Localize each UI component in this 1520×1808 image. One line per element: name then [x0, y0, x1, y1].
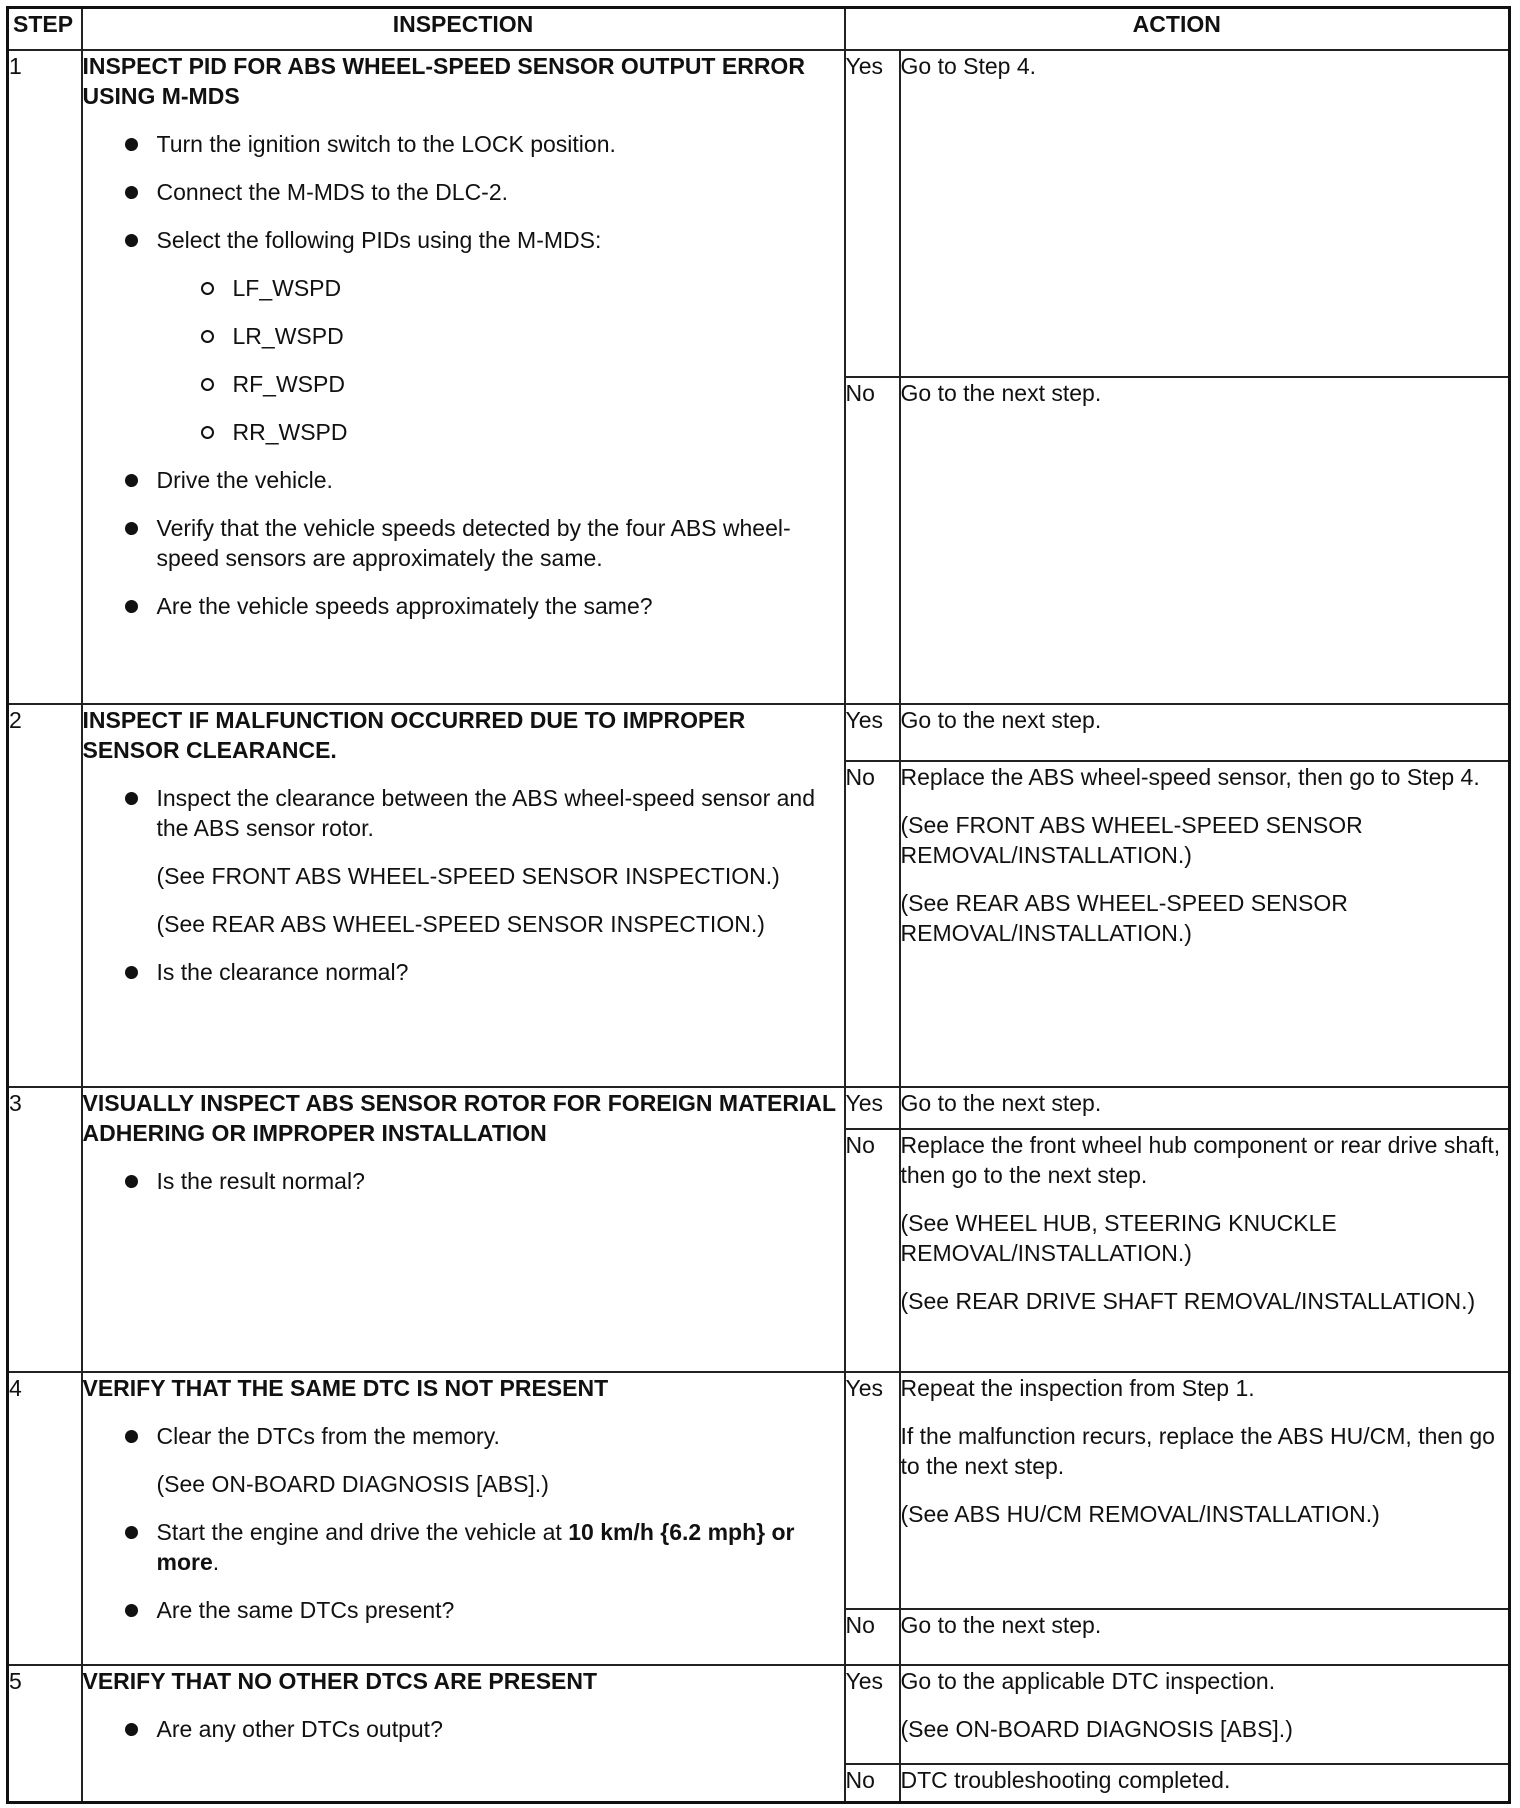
yes-action: Go to Step 4.	[900, 50, 1510, 377]
bullet-icon	[125, 186, 138, 199]
step-number: 4	[8, 1372, 82, 1665]
step-5-title: VERIFY THAT NO OTHER DTCS ARE PRESENT	[82, 1668, 598, 1694]
circle-bullet-icon	[201, 282, 214, 295]
bullet-icon	[125, 1526, 138, 1539]
pid-item: LF_WSPD	[83, 273, 844, 303]
bullet-item: Connect the M-MDS to the DLC-2.	[83, 177, 844, 207]
circle-bullet-icon	[201, 378, 214, 391]
bullet-item: Inspect the clearance between the ABS wheel-speed sensor and the ABS sensor rotor.	[83, 783, 844, 843]
reference-note: (See FRONT ABS WHEEL-SPEED SENSOR INSPECTION.)	[156, 863, 780, 889]
no-action: Go to the next step.	[900, 377, 1510, 704]
step-2-title: INSPECT IF MALFUNCTION OCCURRED DUE TO IMPROPER SENSOR CLEARANCE.	[82, 707, 746, 763]
step-5-yes-row	[8, 1665, 1510, 1764]
no-label: No	[845, 761, 900, 1087]
step-3-yes-row	[8, 1087, 1510, 1129]
step-number: 2	[8, 704, 82, 1087]
yes-action: Go to the applicable DTC inspection. (See ON-BOARD DIAGNOSIS [ABS].)	[900, 1665, 1510, 1764]
reference-note: (See WHEEL HUB, STEERING KNUCKLE REMOVAL/INSTALLATION.)	[900, 1210, 1337, 1266]
step-header: STEP	[8, 8, 82, 51]
diagnostic-table	[6, 6, 1511, 1804]
circle-bullet-icon	[201, 330, 214, 343]
pid-item: RF_WSPD	[83, 369, 844, 399]
pid-item: RR_WSPD	[83, 417, 844, 447]
step-1-inspection	[82, 50, 845, 704]
no-action: Go to the next step.	[900, 1609, 1510, 1665]
bullet-item: Are the vehicle speeds approximately the same?	[83, 591, 844, 621]
yes-label: Yes	[845, 1665, 900, 1764]
circle-bullet-icon	[201, 426, 214, 439]
bullet-icon	[125, 792, 138, 805]
yes-label: Yes	[845, 1087, 900, 1129]
yes-action: Repeat the inspection from Step 1. If the malfunction recurs, replace the ABS HU/CM, then go to the next step. (See ABS HU/CM REMOVAL/INSTALLATION.)	[900, 1372, 1510, 1609]
step-3-title: VISUALLY INSPECT ABS SENSOR ROTOR FOR FOREIGN MATERIAL ADHERING OR IMPROPER INSTALLATION	[82, 1090, 836, 1146]
reference-note: (See REAR ABS WHEEL-SPEED SENSOR REMOVAL/INSTALLATION.)	[900, 890, 1348, 946]
step-4-title: VERIFY THAT THE SAME DTC IS NOT PRESENT	[82, 1375, 609, 1401]
reference-note: (See ON-BOARD DIAGNOSIS [ABS].)	[900, 1716, 1293, 1742]
bullet-item: Are the same DTCs present?	[83, 1595, 844, 1625]
bullet-item: Clear the DTCs from the memory.	[83, 1421, 844, 1451]
reference-note: (See ABS HU/CM REMOVAL/INSTALLATION.)	[900, 1501, 1380, 1527]
yes-action: Go to the next step.	[900, 704, 1510, 761]
bullet-item: Is the clearance normal?	[83, 957, 844, 987]
step-1-yes-row	[8, 50, 1510, 377]
reference-note: (See ON-BOARD DIAGNOSIS [ABS].)	[156, 1471, 549, 1497]
bullet-icon	[125, 522, 138, 535]
bullet-icon	[125, 1175, 138, 1188]
bullet-icon	[125, 1430, 138, 1443]
step-4-inspection	[82, 1372, 845, 1665]
step-5-inspection	[82, 1665, 845, 1802]
step-2-yes-row	[8, 704, 1510, 761]
bullet-icon	[125, 138, 138, 151]
step-3-inspection	[82, 1087, 845, 1372]
yes-label: Yes	[845, 704, 900, 761]
yes-action: Go to the next step.	[900, 1087, 1510, 1129]
bullet-icon	[125, 600, 138, 613]
no-label: No	[845, 377, 900, 704]
no-label: No	[845, 1609, 900, 1665]
step-4-yes-row	[8, 1372, 1510, 1609]
step-number: 1	[8, 50, 82, 704]
no-label: No	[845, 1764, 900, 1802]
bullet-icon	[125, 1604, 138, 1617]
reference-note: (See FRONT ABS WHEEL-SPEED SENSOR REMOVAL/INSTALLATION.)	[900, 812, 1363, 868]
bullet-item: Start the engine and drive the vehicle at 10 km/h {6.2 mph} or more.	[83, 1517, 844, 1577]
no-action: Replace the ABS wheel-speed sensor, then go to Step 4. (See FRONT ABS WHEEL-SPEED SENSOR REMOVAL/INSTALLATION.) (See REAR ABS WHEEL-SPEED SENSOR REMOVAL/INSTALLATION.)	[900, 761, 1510, 1087]
bullet-icon	[125, 234, 138, 247]
yes-label: Yes	[845, 50, 900, 377]
no-label: No	[845, 1129, 900, 1372]
inspection-header: INSPECTION	[82, 8, 845, 51]
step-2-inspection	[82, 704, 845, 1087]
bullet-item: Verify that the vehicle speeds detected by the four ABS wheel-speed sensors are approximately the same.	[83, 513, 844, 573]
bullet-icon	[125, 474, 138, 487]
yes-label: Yes	[845, 1372, 900, 1609]
pid-item: LR_WSPD	[83, 321, 844, 351]
bullet-icon	[125, 1723, 138, 1736]
bullet-item: Are any other DTCs output?	[83, 1714, 844, 1744]
speed-value: 10 km/h {6.2 mph} or more	[156, 1519, 795, 1575]
bullet-item: Turn the ignition switch to the LOCK position.	[83, 129, 844, 159]
reference-note: (See REAR ABS WHEEL-SPEED SENSOR INSPECTION.)	[156, 911, 765, 937]
step-number: 5	[8, 1665, 82, 1802]
bullet-item: Is the result normal?	[83, 1166, 844, 1196]
action-header: ACTION	[845, 8, 1510, 51]
reference-note: (See REAR DRIVE SHAFT REMOVAL/INSTALLATION.)	[900, 1288, 1476, 1314]
step-1-title: INSPECT PID FOR ABS WHEEL-SPEED SENSOR OUTPUT ERROR USING M-MDS	[82, 53, 805, 109]
step-number: 3	[8, 1087, 82, 1372]
bullet-item: Select the following PIDs using the M-MDS:	[83, 225, 844, 255]
header-row	[8, 8, 1510, 51]
no-action: Replace the front wheel hub component or rear drive shaft, then go to the next step. (See WHEEL HUB, STEERING KNUCKLE REMOVAL/INSTALLATION.) (See REAR DRIVE SHAFT REMOVAL/INSTALLATION.)	[900, 1129, 1510, 1372]
bullet-item: Drive the vehicle.	[83, 465, 844, 495]
no-action: DTC troubleshooting completed.	[900, 1764, 1510, 1802]
bullet-icon	[125, 966, 138, 979]
